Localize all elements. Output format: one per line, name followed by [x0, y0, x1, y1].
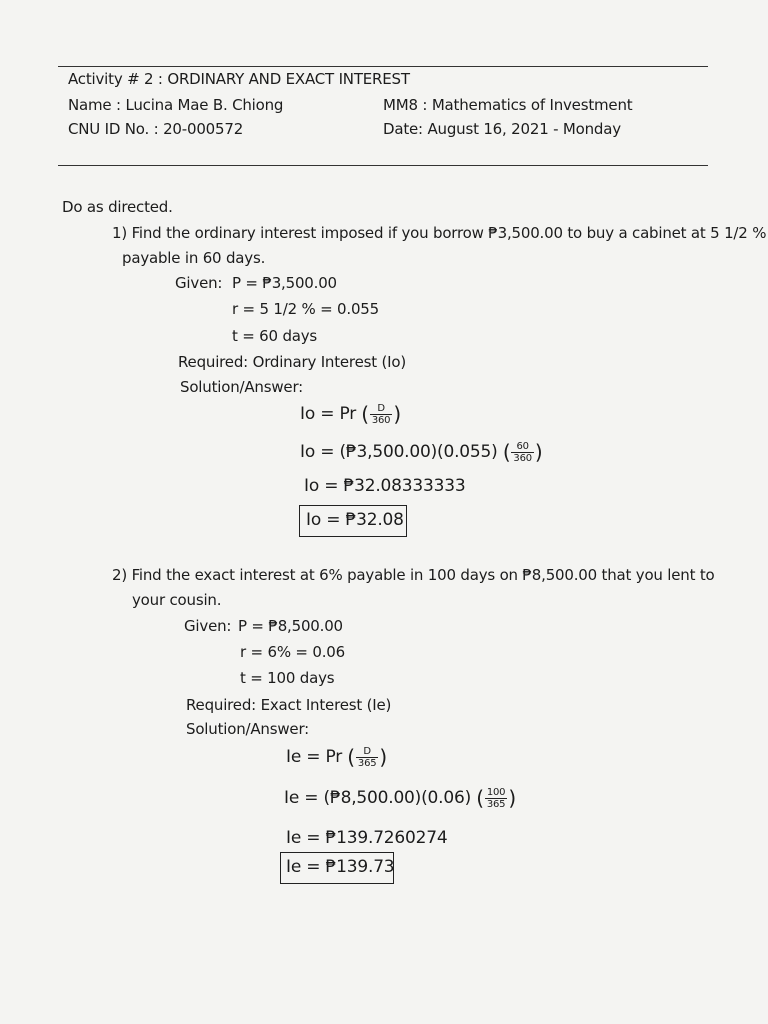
problem-1-given-rate: r = 5 1/2 % = 0.055	[232, 300, 379, 318]
problem-2-answer: Ie = ₱139.73	[286, 857, 395, 877]
problem-1-given-principal: P = ₱3,500.00	[232, 274, 337, 292]
problem-1-formula-fraction: $\frac{D}{360}$	[371, 402, 391, 426]
problem-1-formula-lhs: Io = Pr	[300, 404, 357, 424]
problem-1-step-2: Io = (₱3,500.00)(0.055) ( $\frac{60}{360}$ )	[300, 440, 543, 464]
problem-2-step-3: Ie = ₱139.7260274	[286, 828, 448, 848]
header-top-rule	[58, 66, 708, 67]
problem-1-formula: Io = Pr ( $\frac{D}{360}$ )	[300, 402, 401, 426]
problem-2-given-label: Given:	[184, 617, 232, 635]
problem-2-step-2: Ie = (₱8,500.00)(0.06) ( $\frac{100}{365}$ )	[284, 786, 516, 810]
problem-2-solution-label: Solution/Answer:	[186, 720, 309, 738]
problem-1-question-line-1: 1) Find the ordinary interest imposed if you borrow ₱3,500.00 to buy a cabinet at 5 1/2 %	[112, 224, 767, 242]
problem-2-question-line-1: 2) Find the exact interest at 6% payable in 100 days on ₱8,500.00 that you lent to	[112, 566, 715, 584]
problem-1-given-time: t = 60 days	[232, 327, 318, 345]
problem-2-given-principal: P = ₱8,500.00	[238, 617, 343, 635]
problem-2-given-time: t = 100 days	[240, 669, 335, 687]
problem-2-step-2-lhs: Ie = (₱8,500.00)(0.06)	[284, 788, 472, 808]
activity-title: Activity # 2 : ORDINARY AND EXACT INTEREST	[68, 70, 410, 88]
activity-date: Date: August 16, 2021 - Monday	[383, 120, 621, 138]
problem-2-step-2-fraction: $\frac{100}{365}$	[486, 786, 506, 810]
problem-1-given-label: Given:	[175, 274, 223, 292]
student-name: Name : Lucina Mae B. Chiong	[68, 96, 284, 114]
problem-1-solution-label: Solution/Answer:	[180, 378, 303, 396]
problem-1-step-2-fraction: $\frac{60}{360}$	[513, 440, 532, 464]
problem-2-given-rate: r = 6% = 0.06	[240, 643, 345, 661]
problem-2-formula-lhs: Ie = Pr	[286, 747, 343, 767]
problem-1-answer: Io = ₱32.08	[306, 510, 404, 530]
problem-2-formula: Ie = Pr ( $\frac{D}{365}$ )	[286, 745, 388, 769]
instructions: Do as directed.	[62, 198, 173, 216]
course-title: MM8 : Mathematics of Investment	[383, 96, 633, 114]
problem-1-step-2-lhs: Io = (₱3,500.00)(0.055)	[300, 442, 498, 462]
problem-2-question-line-2: your cousin.	[132, 591, 222, 609]
problem-2-formula-fraction: $\frac{D}{365}$	[357, 745, 377, 769]
problem-1-question-line-2: payable in 60 days.	[122, 249, 266, 267]
student-id: CNU ID No. : 20-000572	[68, 120, 244, 138]
header-bottom-rule	[58, 165, 708, 166]
problem-2-required: Required: Exact Interest (Ie)	[186, 696, 392, 714]
problem-1-step-3: Io = ₱32.08333333	[304, 476, 466, 496]
problem-1-required: Required: Ordinary Interest (Io)	[178, 353, 406, 371]
